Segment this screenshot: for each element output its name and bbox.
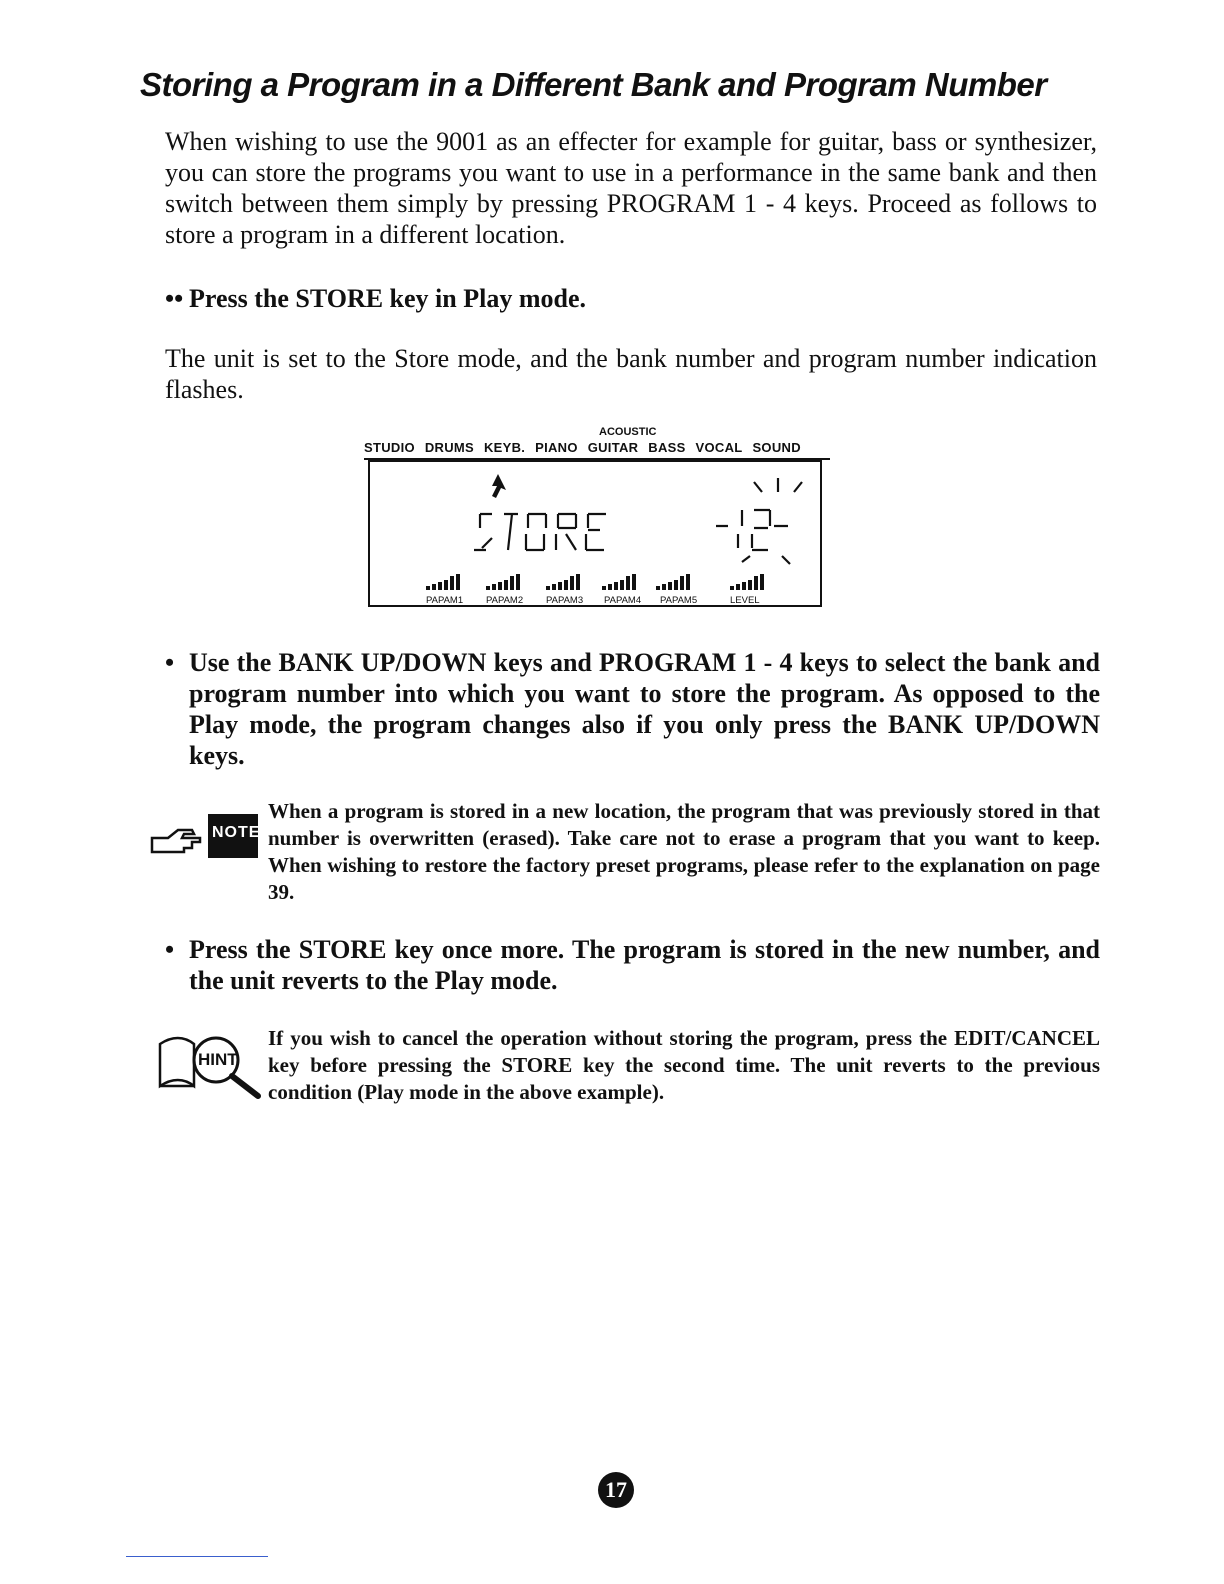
- hint-book-magnifier-icon: [154, 1030, 266, 1107]
- hint-icon-label: HINT: [198, 1050, 238, 1069]
- lcd-acoustic-label: ACOUSTIC: [599, 426, 657, 438]
- note-text: When a program is stored in a new location, the program that was previously stored in that number is overwritten (erased). Take care not to erase a program that you want to keep. When wishing to restore the factory preset programs, please refer to the explanation on page 39.: [268, 799, 1100, 904]
- step-store-key: [165, 283, 1100, 314]
- lcd-param-label: PAPAM4: [604, 595, 642, 606]
- step-text: Use the BANK UP/DOWN keys and PROGRAM 1 - 4 keys to select the bank and program number into which you want to store the program. As opposed to the Play mode, the program changes also if you only press the BANK UP/DOWN keys.: [189, 648, 1100, 770]
- hint-text: If you wish to cancel the operation without storing the program, press the EDIT/CANCEL key before pressing the STORE key the second time. The unit reverts to the previous condition (Play mode in the above example).: [268, 1026, 1100, 1104]
- step-select-bank-program: [165, 647, 1100, 771]
- lcd-bank-program-digits: [716, 478, 802, 564]
- step-text: Press the STORE key in Play mode.: [189, 284, 587, 313]
- step-bullet: ••: [165, 284, 184, 313]
- lcd-param-label: PAPAM1: [426, 595, 464, 606]
- lcd-store-segments: [474, 514, 606, 550]
- lcd-param-label: LEVEL: [730, 595, 760, 606]
- page-number: 17: [598, 1472, 634, 1508]
- step-bullet: •: [165, 648, 175, 677]
- store-mode-paragraph: The unit is set to the Store mode, and the bank number and program number indication flashes.: [165, 344, 1097, 404]
- lcd-category: DRUMS: [424, 440, 475, 455]
- intro-paragraph: When wishing to use the 9001 as an effecter for example for guitar, bass or synthesizer, you can store the programs you want to use in a performance in the same bank and then switch between them simply by pressing PROGRAM 1 - 4 keys. Proceed as follows to store a program in a different location.: [165, 127, 1097, 249]
- lcd-segment-graphic: [370, 462, 820, 605]
- lcd-level-bars: [426, 574, 764, 590]
- note-hand-icon: [148, 808, 262, 869]
- lcd-category: STUDIO: [364, 440, 415, 455]
- lcd-category: SOUND: [752, 440, 801, 455]
- lcd-category-row: [364, 440, 807, 455]
- lcd-param-label: PAPAM3: [546, 595, 584, 606]
- lcd-param-labels: [426, 595, 760, 606]
- lcd-category: PIANO: [535, 440, 578, 455]
- note-icon-label: NOTE: [212, 824, 261, 841]
- page-title: Storing a Program in a Different Bank and Program Number: [140, 66, 1047, 103]
- lcd-pointer-arrow-icon: [492, 474, 506, 498]
- lcd-category: KEYB.: [483, 440, 526, 455]
- lcd-category: VOCAL: [695, 440, 743, 455]
- lcd-param-label: PAPAM5: [660, 595, 698, 606]
- footer-divider: [126, 1556, 268, 1557]
- step-text: Press the STORE key once more. The program is stored in the new number, and the unit reverts to the Play mode.: [189, 935, 1100, 995]
- lcd-param-label: PAPAM2: [486, 595, 524, 606]
- lcd-display: [368, 460, 822, 607]
- lcd-category: GUITAR: [587, 440, 639, 455]
- lcd-category: BASS: [648, 440, 686, 455]
- step-store-again: [165, 934, 1100, 996]
- step-bullet: •: [165, 935, 175, 964]
